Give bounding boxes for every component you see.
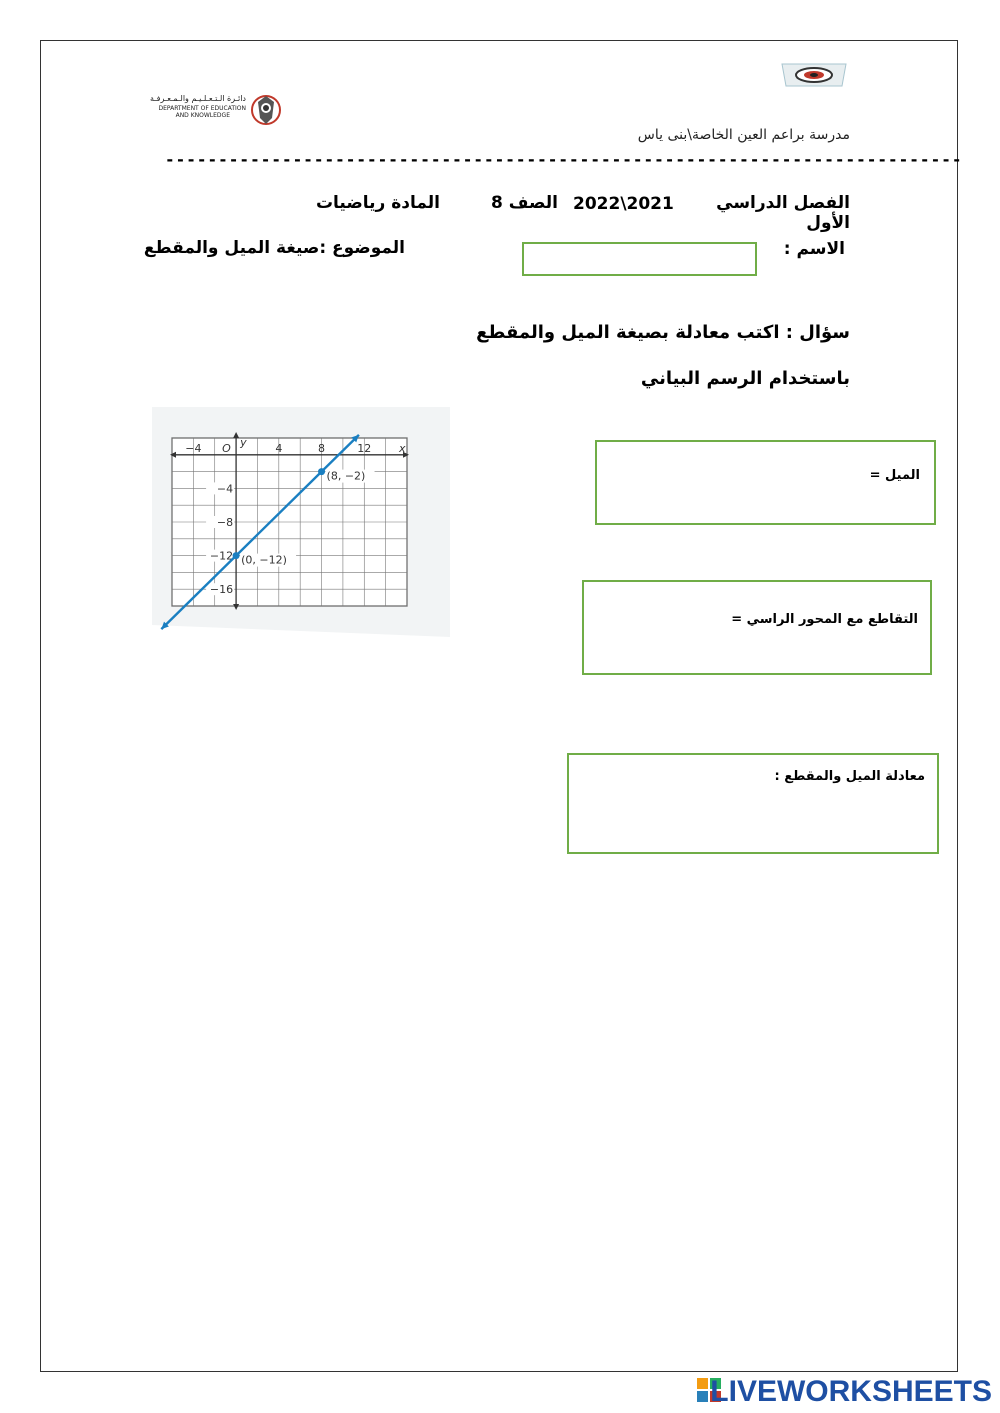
slope-answer-box[interactable] [595,440,936,525]
school-name: مدرسة براعم العين الخاصة\بنى ياس [637,127,850,143]
liveworksheets-brand: LIVEWORKSHEETS [710,1375,992,1408]
name-label: الاسم : [783,239,845,259]
x-tick-label: 4 [275,441,283,455]
year-label: 2022\2021 [573,194,674,214]
grade-label: الصف 8 [491,193,558,213]
department-name-en-1: DEPARTMENT OF EDUCATION [158,105,246,112]
y-tick-label: −4 [216,482,234,496]
intercept-answer-box[interactable] [582,580,932,675]
semester-label: الفصل الدراسي الأول [716,193,850,233]
topic-label: الموضوع :صيغة الميل والمقطع [143,238,405,258]
x-tick-label: 12 [357,441,372,455]
emblem-icon [250,90,282,130]
point-label: (0, −12) [241,553,287,567]
department-name-en-2: AND KNOWLEDGE [175,112,230,119]
question-line-1: سؤال : اكتب معادلة بصيغة الميل والمقطع [476,322,850,343]
data-point [233,552,240,559]
name-field[interactable] [522,242,757,276]
y-tick-label: −8 [216,516,234,529]
department-name-ar: دائـرة الـتـعـلـيـم والـمـعـرفـة [150,94,246,103]
y-tick-label: −16 [209,583,234,597]
data-point [318,468,325,475]
equation-label: معادلة الميل والمقطع : [774,769,925,784]
y-axis-label: y [240,436,247,449]
x-tick-label: −4 [185,441,202,455]
x-axis-label: x [399,441,406,455]
school-logo-icon [776,60,852,90]
subject-label: المادة رياضيات [315,193,440,213]
divider-dashes: --------------------------------------------------------------------------- [165,150,963,169]
equation-answer-box[interactable] [567,753,939,854]
y-tick-label: −12 [209,549,234,563]
intercept-label: التقاطع مع المحور الراسي = [731,612,918,627]
department-logo [150,90,285,130]
coordinate-graph [150,405,450,640]
origin-label: O [222,441,231,455]
x-tick-label: 8 [318,441,326,455]
slope-label: الميل = [869,468,920,483]
question-line-2: باستخدام الرسم البياني [640,368,850,389]
point-label: (8, −2) [326,469,366,483]
